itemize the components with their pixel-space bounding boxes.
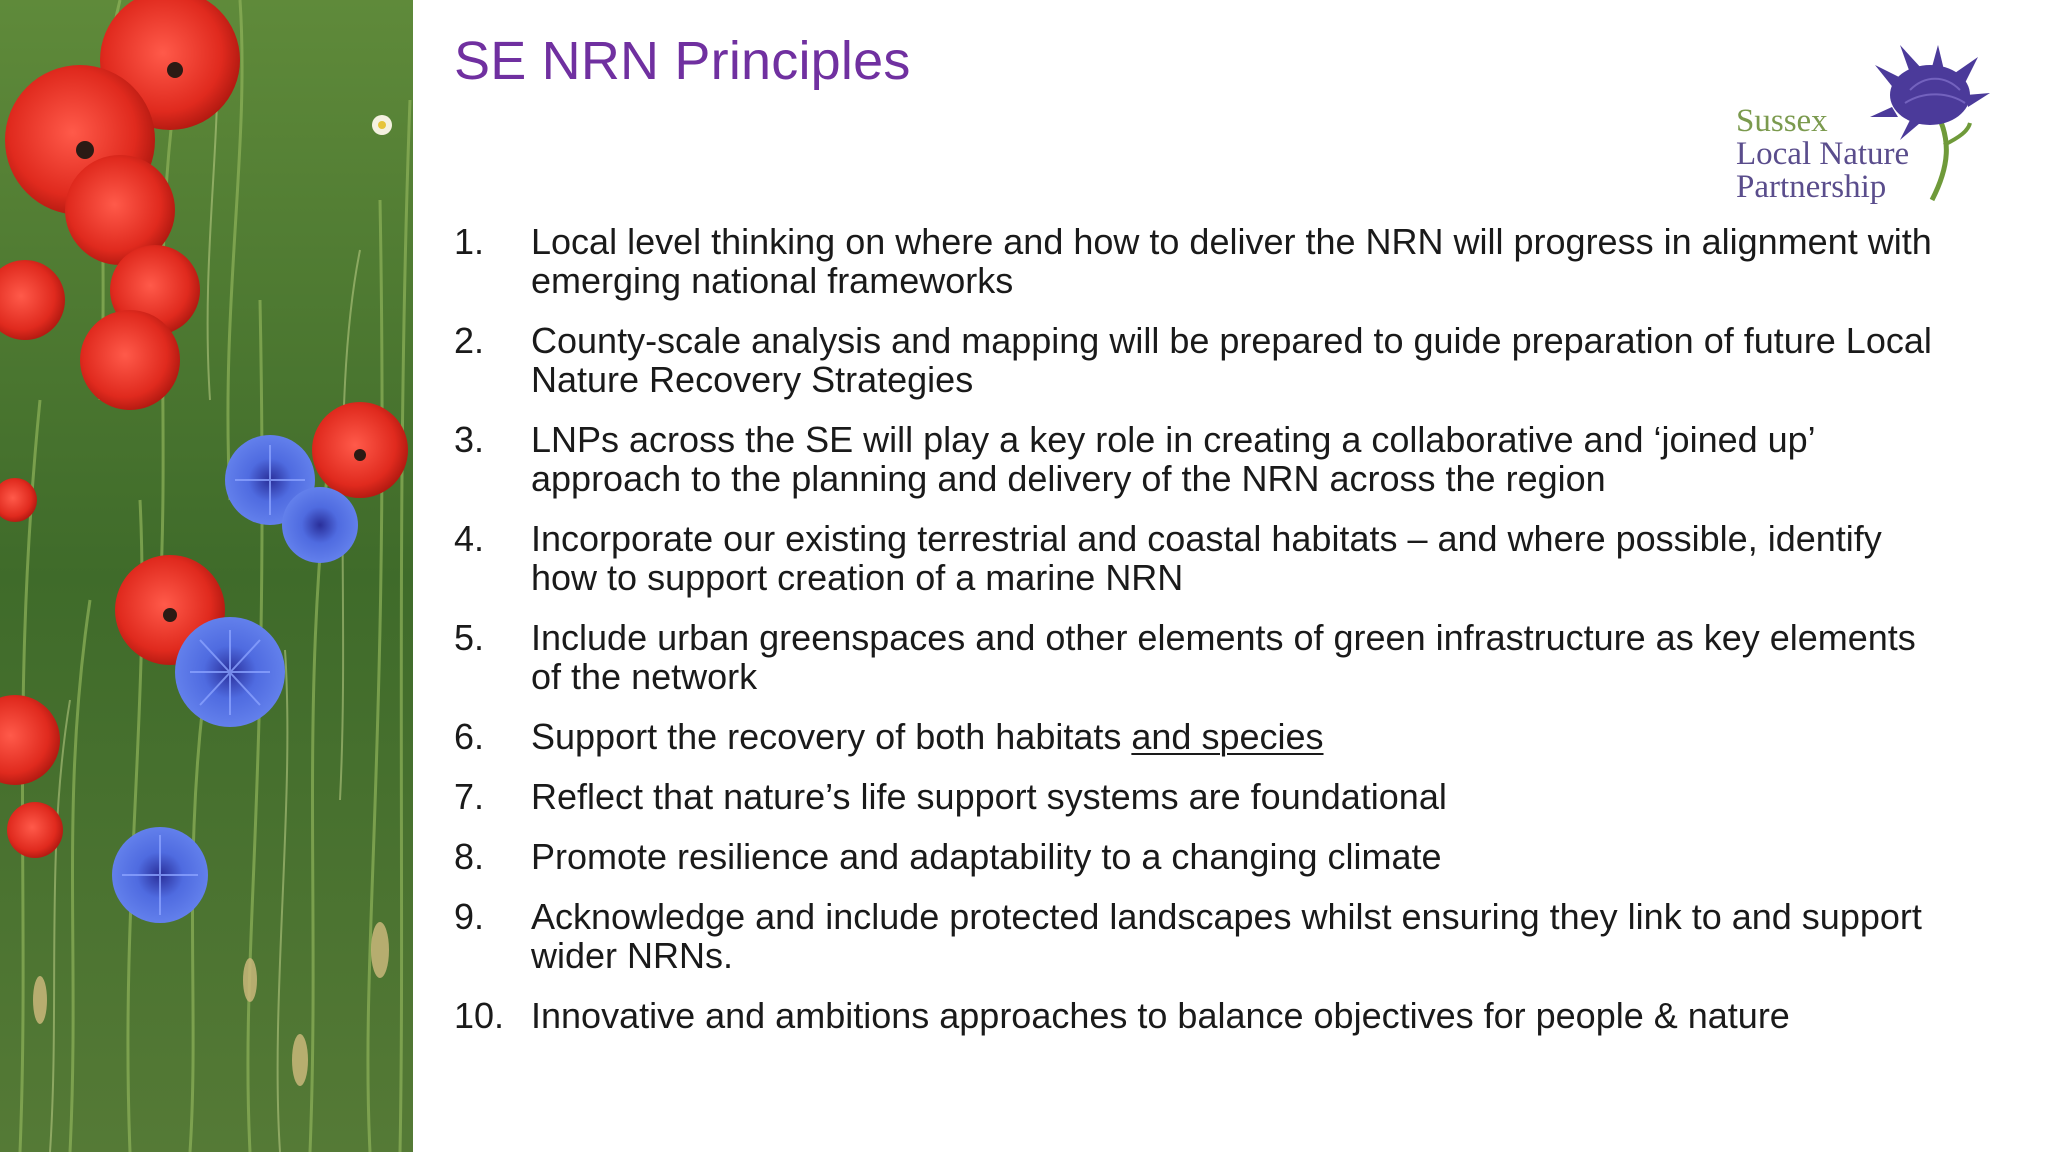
principle-text: Incorporate our existing terrestrial and coastal habitats – and where possible, identify how to support creation of a marine NRN	[531, 518, 1882, 598]
slide-title: SE NRN Principles	[454, 31, 911, 91]
principle-item	[454, 777, 1934, 816]
principle-text: Local level thinking on where and how to deliver the NRN will progress in alignment with emerging national frameworks	[531, 221, 1932, 301]
logo-line-sussex: Sussex	[1736, 103, 1828, 139]
principle-text: Include urban greenspaces and other elements of green infrastructure as key elements of the network	[531, 617, 1916, 697]
principle-number: 6.	[454, 716, 485, 757]
principle-text-underlined: and species	[1131, 716, 1324, 757]
principle-text: Support the recovery of both habitats	[531, 716, 1132, 757]
principle-number: 8.	[454, 836, 485, 877]
wildflower-illustration	[0, 0, 413, 1152]
principle-text: Innovative and ambitions approaches to balance objectives for people & nature	[531, 995, 1790, 1036]
principle-item	[454, 717, 1934, 756]
wildflower-photo	[0, 0, 413, 1152]
principle-item	[454, 519, 1934, 597]
principle-number: 1.	[454, 221, 485, 262]
principle-text: LNPs across the SE will play a key role in creating a collaborative and ‘joined up’ approach to the planning and delivery of the NRN across the region	[531, 419, 1815, 499]
principle-number: 2.	[454, 320, 485, 361]
principle-text: Promote resilience and adaptability to a changing climate	[531, 836, 1442, 877]
principle-text: Acknowledge and include protected landscapes whilst ensuring they link to and support wider NRNs.	[531, 896, 1922, 976]
principle-item	[454, 222, 1934, 300]
principle-number: 7.	[454, 776, 485, 817]
principle-item	[454, 837, 1934, 876]
principle-item	[454, 897, 1934, 975]
logo-wordmark	[1736, 105, 1909, 204]
principle-number: 4.	[454, 518, 485, 559]
logo-line-partnership: Partnership	[1736, 169, 1887, 205]
principle-item	[454, 618, 1934, 696]
principle-item	[454, 420, 1934, 498]
principle-item	[454, 996, 1934, 1035]
principles-list	[454, 222, 1934, 1056]
principle-text: Reflect that nature’s life support systems are foundational	[531, 776, 1447, 817]
principle-number: 10.	[454, 995, 505, 1036]
principle-number: 3.	[454, 419, 485, 460]
sussex-lnp-logo	[1730, 45, 1990, 215]
principle-item	[454, 321, 1934, 399]
principle-text: County-scale analysis and mapping will be prepared to guide preparation of future Local Nature Recovery Strategies	[531, 320, 1932, 400]
logo-line-local-nature: Local Nature	[1736, 136, 1910, 172]
principle-number: 9.	[454, 896, 485, 937]
principle-number: 5.	[454, 617, 485, 658]
